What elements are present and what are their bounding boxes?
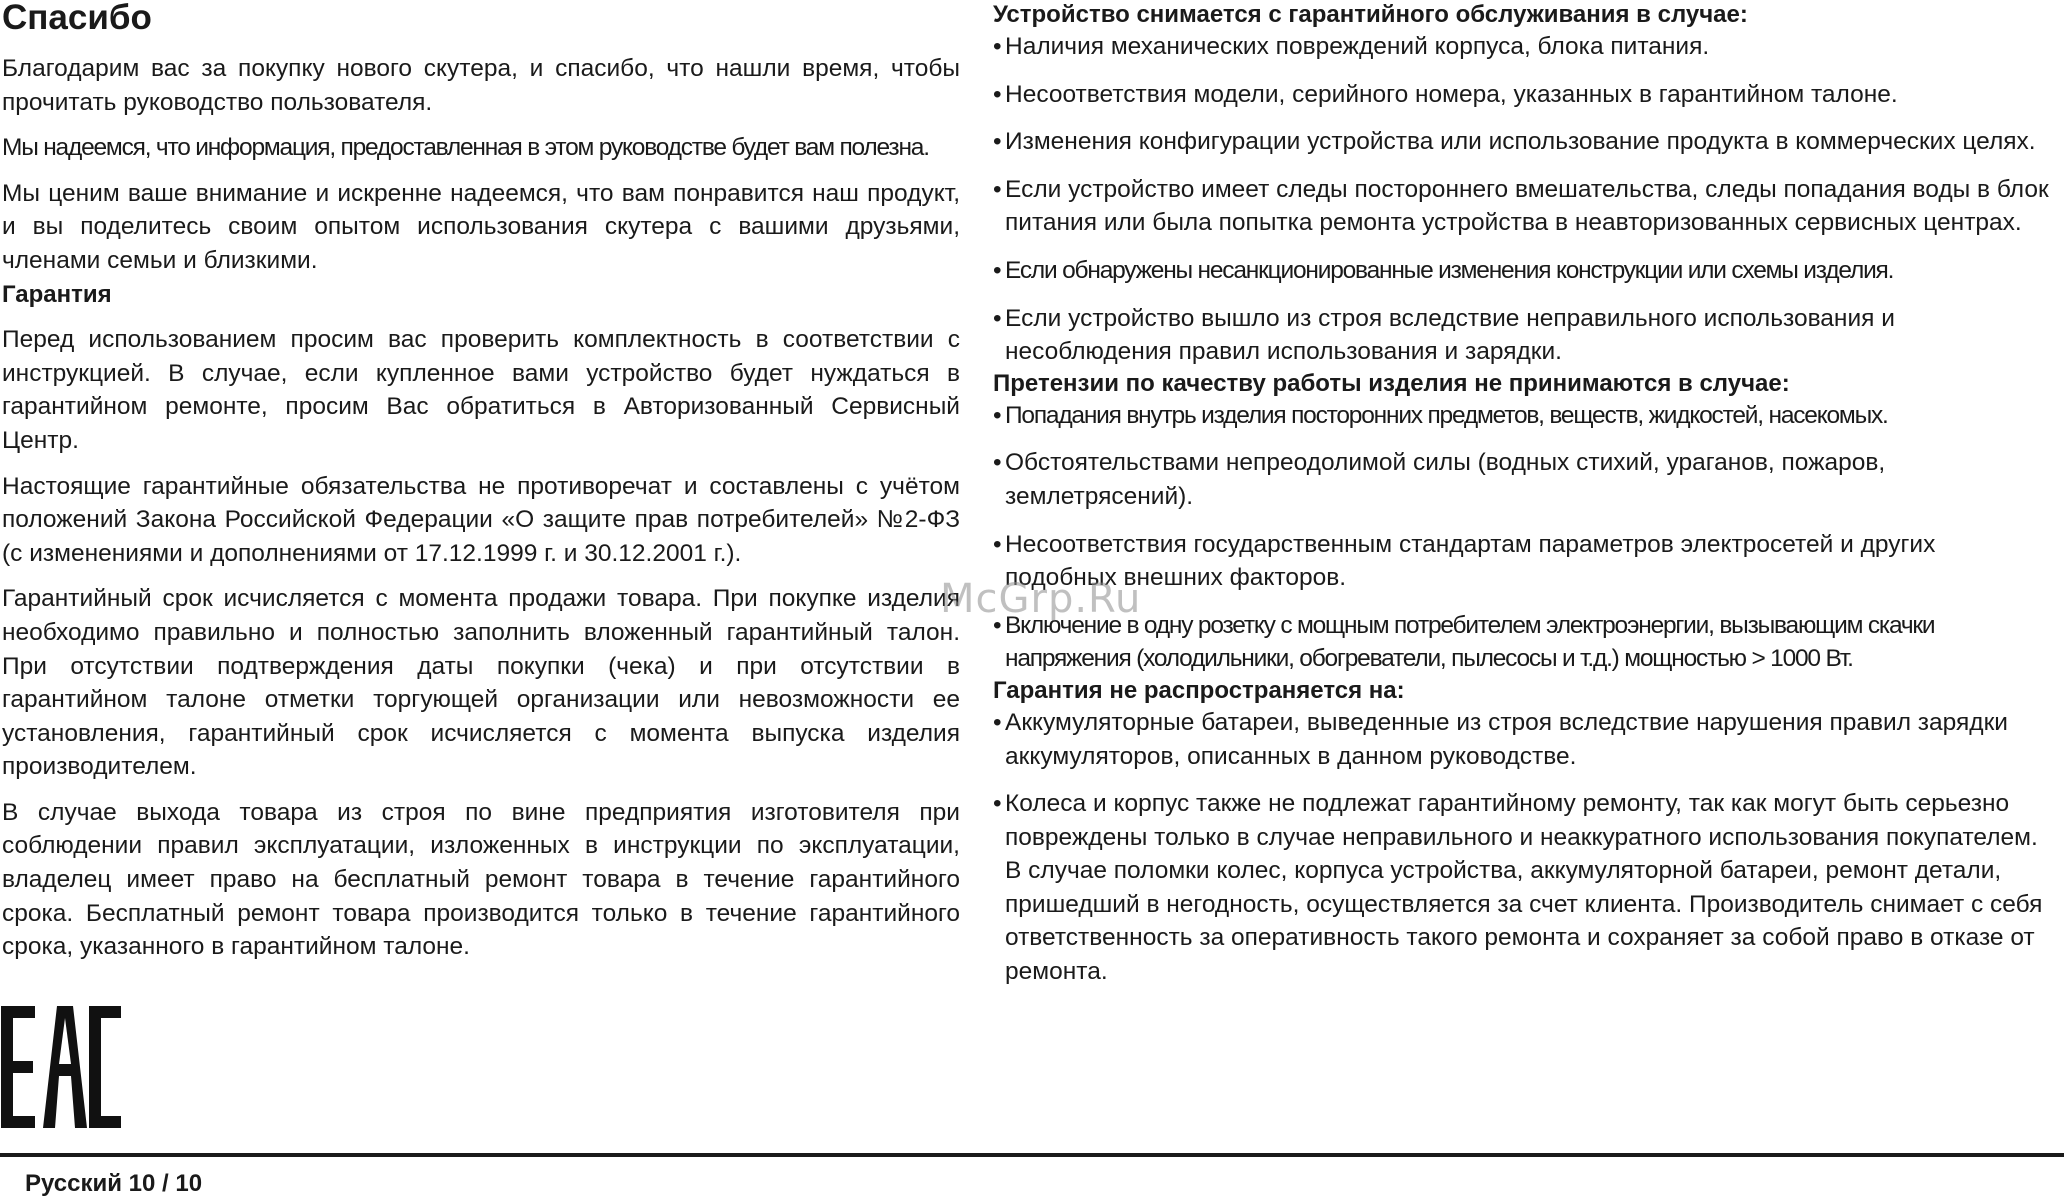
not-covered-heading: Гарантия не распространяется на: [993, 676, 1405, 704]
list-item: • Колеса и корпус также не подлежат гарантийному ремонту, так как могут быть серьезно повреждены только в случае неправильного и неаккуратного использования покупателем. В случае поломки колес, корпуса устройства, аккумуляторной батареи, ремонт детали, пришедший в негодность, осуществляется за счет клиента. Производитель снимает с себя ответственность за оперативность такого ремонта и сохраняет за собой право в отказе от ремонта. [993, 787, 2053, 989]
list-item: • Изменения конфигурации устройства или использование продукта в коммерческих целях. [993, 125, 2053, 159]
list-item: • Если устройство имеет следы постороннего вмешательства, следы попадания воды в блок питания или была попытка ремонта устройства в неавторизованных сервисных центрах. [993, 173, 2053, 240]
page-title: Спасибо [2, 0, 152, 37]
not-covered-list [993, 706, 2053, 989]
list-item: • Обстоятельствами непреодолимой силы (водных стихий, ураганов, пожаров, землетрясений). [993, 446, 2053, 513]
thanks-paragraph-2: Мы надеемся, что информация, предоставленная в этом руководстве будет вам полезна. [2, 134, 929, 162]
warranty-paragraph-2: Настоящие гарантийные обязательства не противоречат и составлены с учётом положений Закона Российской Федерации «О защите прав потребителей» №2-ФЗ (с изменениями и дополнениями от 17.12.1999 г. и 30.12.2001 г.). [2, 472, 960, 567]
list-item: • Попадания внутрь изделия посторонних предметов, веществ, жидкостей, насекомых. [993, 399, 2053, 433]
claims-list [993, 399, 2053, 676]
list-item: • Несоответствия модели, серийного номера, указанных в гарантийном талоне. [993, 78, 2053, 112]
list-item: • Если обнаружены несанкционированные изменения конструкции или схемы изделия. [993, 254, 2053, 288]
removed-from-warranty-heading: Устройство снимается с гарантийного обслуживания в случае: [993, 1, 1748, 28]
eac-logo [1, 1006, 121, 1128]
thanks-paragraph-1: Благодарим вас за покупку нового скутера, и спасибо, что нашли время, чтобы прочитать руководство пользователя. [2, 55, 960, 116]
warranty-paragraph-4: В случае выхода товара из строя по вине предприятия изготовителя при соблюдении правил эксплуатации, изложенных в инструкции по эксплуатации, владелец имеет право на бесплатный ремонт товара в течение гарантийного срока. Бесплатный ремонт товара производится только в течение гарантийного срока, указанного в гарантийном талоне. [2, 798, 960, 961]
left-column [2, 0, 960, 964]
removed-from-warranty-list [993, 30, 2053, 369]
list-item: • Наличия механических повреждений корпуса, блока питания. [993, 30, 2053, 64]
warranty-paragraph-3: Гарантийный срок исчисляется с момента продажи товара. При покупке изделия необходимо правильно и полностью заполнить вложенный гарантийный талон. При отсутствии подтверждения даты покупки (чека) и при отсутствии в гарантийном талоне отметки торгующей организации или невозможности ее установления, гарантийный срок исчисляется с момента выпуска изделия производителем. [2, 585, 960, 781]
page-number: Русский 10 / 10 [25, 1170, 203, 1197]
list-item: • Аккумуляторные батареи, выведенные из строя вследствие нарушения правил зарядки аккумуляторов, описанных в данном руководстве. [993, 706, 2053, 773]
list-item: • Если устройство вышло из строя вследствие неправильного использования и несоблюдения правил использования и зарядки. [993, 302, 2053, 369]
warranty-paragraph-1: Перед использованием просим вас проверить комплектность в соответствии с инструкцией. В случае, если купленное вами устройство будет нуждаться в гарантийном ремонте, просим Вас обратиться в Авторизованный Сервисный Центр. [2, 326, 960, 454]
claims-heading: Претензии по качеству работы изделия не принимаются в случае: [993, 369, 1790, 397]
warranty-heading: Гарантия [2, 280, 112, 308]
right-column [993, 0, 2053, 989]
footer-divider [0, 1153, 2064, 1157]
list-item: • Включение в одну розетку с мощным потребителем электроэнергии, вызывающим скачки напряжения (холодильники, обогреватели, пылесосы и т.д.) мощностью > 1000 Вт. [993, 609, 2053, 676]
list-item: • Несоответствия государственным стандартам параметров электросетей и других подобных внешних факторов. [993, 528, 2053, 595]
thanks-paragraph-3: Мы ценим ваше внимание и искренне надеемся, что вам понравится наш продукт, и вы поделитесь своим опытом использования скутера с вашими друзьями, членами семьи и близкими. [2, 179, 960, 274]
watermark: McGrp.Ru [940, 576, 1142, 622]
